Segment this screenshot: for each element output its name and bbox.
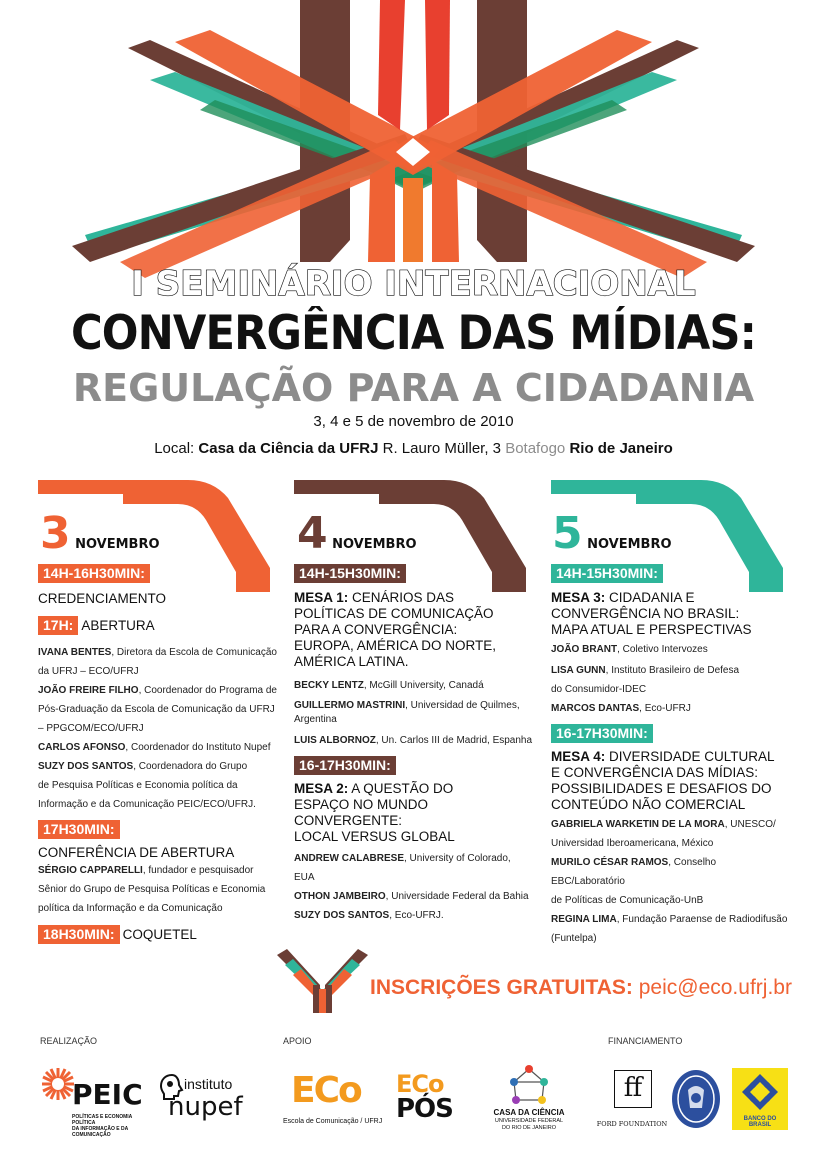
local-label: Local: [154,440,195,457]
day3-slot3-time: 17H30MIN: [38,820,120,839]
day-3-heading [40,508,160,559]
local-neighborhood: Botafogo [505,440,566,457]
day5-slot2-time: 16-17H30MIN: [551,724,653,743]
mesa1-person-1: BECKY LENTZ, McGill University, Canadá [294,680,484,691]
casa-subtitle: UNIVERSIDADE FEDERAL DO RIO DE JANEIRO [494,1118,564,1131]
day3-person-1: IVANA BENTES, Diretora da Escola de Comunicação da UFRJ – ECO/UFRJ [38,647,277,677]
bb-wordmark: BANCO DO BRASIL [743,1116,777,1128]
ford-wordmark: FORD FOUNDATION [596,1120,668,1128]
day5-slot1-time: 14H-15H30MIN: [551,564,663,583]
seminar-edition: I SEMINÁRIO INTERNACIONAL [131,264,696,304]
day-4-number: 4 [297,508,328,559]
day3-person-3: CARLOS AFONSO, Coordenador do Instituto Nupef [38,742,271,753]
registration-label: INSCRIÇÕES GRATUITAS: [370,976,633,999]
local-venue: Casa da Ciência da UFRJ [198,440,379,457]
casa-title: CASA DA CIÊNCIA [493,1108,565,1117]
ufrj-seal [670,1068,722,1130]
day3-slot2 [38,616,283,637]
eco-wordmark: ECo [291,1070,361,1111]
day4-slot2-time: 16-17H30MIN: [294,756,396,775]
registration-info [370,976,792,1000]
mesa2-person-1: ANDREW CALABRESE, University of Colorado, EUA [294,853,511,883]
mesa3-person-1: JOÃO BRANT, Coletivo Intervozes [551,644,708,655]
ford-foundation-logo [594,1070,670,1132]
eco-logo [283,1070,383,1130]
day-5-heading [552,508,672,559]
peic-wordmark: PEIC [72,1078,143,1111]
mesa3-person-2: LISA GUNN, Instituto Brasileiro de Defesa do Consumidor-IDEC [551,665,740,695]
casa-ciencia-logo [484,1064,574,1136]
day-3-column [38,564,283,946]
day3-slot2-time: 17H: [38,616,78,635]
peic-logo [40,1066,150,1136]
nupef-logo [160,1074,260,1124]
local-address: R. Lauro Müller, 3 [382,440,502,457]
ecopos-top: ECo [396,1070,444,1098]
mesa2-title: MESA 2: A QUESTÃO DO ESPAÇO NO MUNDO CONVERGENTE: LOCAL VERSUS GLOBAL [294,781,455,844]
event-date: 3, 4 e 5 de novembro de 2010 [313,413,514,430]
mesa4-person-1: GABRIELA WARKETIN DE LA MORA, UNESCO/ Universidad Iberoamericana, México [551,819,776,849]
event-mini-logo [275,945,370,1015]
mesa4-person-2: MURILO CÉSAR RAMOS, Conselho EBC/Laboratório de Políticas de Comunicação-UnB [551,857,717,906]
apoio-label: APOIO [283,1036,312,1046]
day3-person-4: SUZY DOS SANTOS, Coordenadora do Grupo de Pesquisa Políticas e Economia política da Informação e da Comunicação PEIC/ECO/UFRJ. [38,761,256,810]
nupef-small-text: instituto [184,1076,233,1092]
mesa3-title: MESA 3: CIDADANIA E CONVERGÊNCIA NO BRASIL: MAPA ATUAL E PERSPECTIVAS [551,590,752,637]
header-graphic [0,0,827,290]
ecopos-bottom: PÓS [396,1094,453,1124]
bb-symbol-icon [738,1072,782,1112]
mesa3-person-3: MARCOS DANTAS, Eco-UFRJ [551,703,691,714]
day3-conf-speaker: SÉRGIO CAPPARELLI, fundador e pesquisador Sênior do Grupo de Pesquisa Políticas e Economia política da Informação e da Comunicação [38,865,266,914]
nupef-wordmark: nupef [168,1092,243,1122]
day3-slot1-time: 14H-16H30MIN: [38,564,150,583]
day3-slot4-time: 18H30MIN: [38,925,120,944]
local-city: Rio de Janeiro [569,440,673,457]
banco-do-brasil-logo [732,1068,788,1130]
day-4-column [294,564,534,925]
page-subtitle: REGULAÇÃO PARA A CIDADANIA [72,366,755,410]
day-5-month: NOVEMBRO [587,537,672,552]
mesa4-title: MESA 4: DIVERSIDADE CULTURAL E CONVERGÊNCIA DAS MÍDIAS: POSSIBILIDADES E DESAFIOS DO CONTEÚDO NÃO COMERCIAL [551,749,775,812]
molecule-icon [504,1064,554,1106]
day3-person-2: JOÃO FREIRE FILHO, Coordenador do Programa de Pós-Graduação da Escola de Comunicação da UFRJ – PPGCOM/ECO/UFRJ [38,685,277,734]
day-3-month: NOVEMBRO [75,537,160,552]
peic-subtitle: POLÍTICAS E ECONOMIA POLÍTICA DA INFORMAÇÃO E DA COMUNICAÇÃO [72,1114,133,1138]
mesa1-title: MESA 1: CENÁRIOS DAS POLÍTICAS DE COMUNICAÇÃO PARA A CONVERGÊNCIA: EUROPA, AMÉRICA DO NORTE, AMÉRICA LATINA. [294,590,497,669]
day-3-number: 3 [40,508,71,559]
sunburst-icon [40,1066,76,1102]
day3-slot3-title: CONFERÊNCIA DE ABERTURA [38,845,235,860]
mesa1-person-2: GUILLERMO MASTRINI, Universidad de Quilmes, Argentina [294,700,520,725]
mesa2-person-3: SUZY DOS SANTOS, Eco-UFRJ. [294,910,444,921]
eco-subtitle: Escola de Comunicação / UFRJ [283,1118,383,1125]
day-4-heading [297,508,417,559]
day3-slot4 [38,925,283,946]
mesa2-person-2: OTHON JAMBEIRO, Universidade Federal da Bahia [294,891,529,902]
ecopos-logo [396,1070,466,1130]
day-5-number: 5 [552,508,583,559]
financiamento-label: FINANCIAMENTO [608,1036,683,1046]
mesa4-person-3: REGINA LIMA, Fundação Paraense de Radiodifusão (Funtelpa) [551,914,788,944]
day4-slot1-time: 14H-15H30MIN: [294,564,406,583]
day3-slot4-title: COQUETEL [122,927,197,942]
day3-slot1-title: CREDENCIAMENTO [38,591,167,606]
event-location [0,440,827,457]
day3-slot2-title: ABERTURA [81,618,155,633]
day-4-month: NOVEMBRO [332,537,417,552]
page-title: CONVERGÊNCIA DAS MÍDIAS: [70,306,756,361]
ford-mark: ff [614,1070,652,1108]
registration-email[interactable]: peic@eco.ufrj.br [638,976,792,999]
mesa1-person-3: LUIS ALBORNOZ, Un. Carlos III de Madrid, Espanha [294,735,533,746]
day-5-column [551,564,791,948]
realizacao-label: REALIZAÇÃO [40,1036,98,1046]
